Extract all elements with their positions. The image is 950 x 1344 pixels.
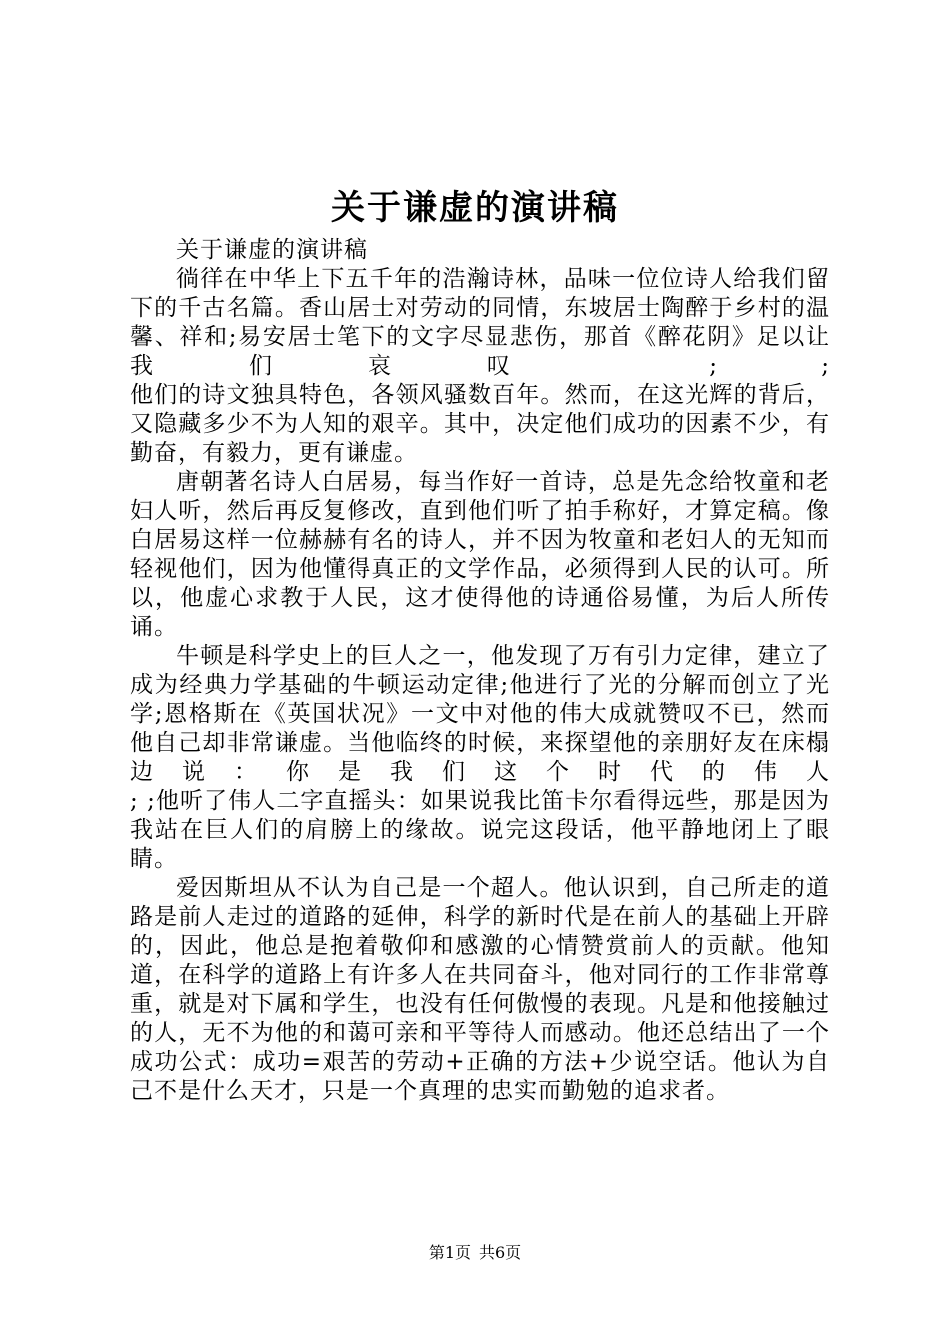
paragraph-3-part-a: 牛顿是科学史上的巨人之一，他发现了万有引力定律，建立了成为经典力学基础的牛顿运动定律;他进行了光的分解而创立了光学;恩格斯在《英国状况》一文中对他的伟大成就赞叹不已，然而他自己却非常谦虚。当他临终的时候，来探望他的亲朋好友在床榻边说：你是我们这个时代的伟人: [130, 643, 830, 785]
document-subtitle: 关于谦虚的演讲稿: [176, 237, 368, 263]
paragraph-1-part-a: 徜徉在中华上下五千年的浩瀚诗林，品味一位位诗人给我们留下的千古名篇。香山居士对劳动的同情，东坡居士陶醉于乡村的温馨、祥和;易安居士笔下的文字尽显悲伤，那首《醉花阴》足以让我们哀叹 ; ;: [130, 266, 830, 379]
page-total: 共6页: [479, 1243, 522, 1262]
paragraph-2: 唐朝著名诗人白居易，每当作好一首诗，总是先念给牧童和老妇人听，然后再反复修改，直到他们听了拍手称好，才算定稿。像白居易这样一位赫赫有名的诗人，并不因为牧童和老妇人的无知而轻视他们，因为他懂得真正的文学作品，必须得到人民的认可。所以，他虚心求教于人民，这才使得他的诗通俗易懂，为后人所传诵。: [130, 469, 830, 640]
page-number: 第1页: [428, 1243, 471, 1262]
paragraph-4: 爱因斯坦从不认为自己是一个超人。他认识到，自己所走的道路是前人走过的道路的延伸，科学的新时代是在前人的基础上开辟的，因此，他总是抱着敬仰和感激的心情赞赏前人的贡献。他知道，在科学的道路上有许多人在共同奋斗，他对同行的工作非常尊重，就是对下属和学生，也没有任何傲慢的表现。凡是和他接触过的人，无不为他的和蔼可亲和平等待人而感动。他还总结出了一个成功公式：成功=艰苦的劳动+正确的方法+少说空话。他认为自己不是什么天才，只是一个真理的忠实而勤勉的追求者。: [130, 875, 830, 1104]
document-body: [130, 236, 830, 1106]
page-footer: [0, 1243, 950, 1263]
paragraph-1-part-b: 他们的诗文独具特色，各领风骚数百年。然而，在这光辉的背后，又隐藏多少不为人知的艰辛。其中，决定他们成功的因素不少，有勤奋，有毅力，更有谦虚。: [130, 382, 830, 466]
paragraph-3-part-b: ; ;他听了伟人二字直摇头：如果说我比笛卡尔看得远些，那是因为我站在巨人们的肩膀上的缘故。说完这段话，他平静地闭上了眼睛。: [130, 788, 830, 872]
document-title: 关于谦虚的演讲稿: [331, 188, 619, 228]
